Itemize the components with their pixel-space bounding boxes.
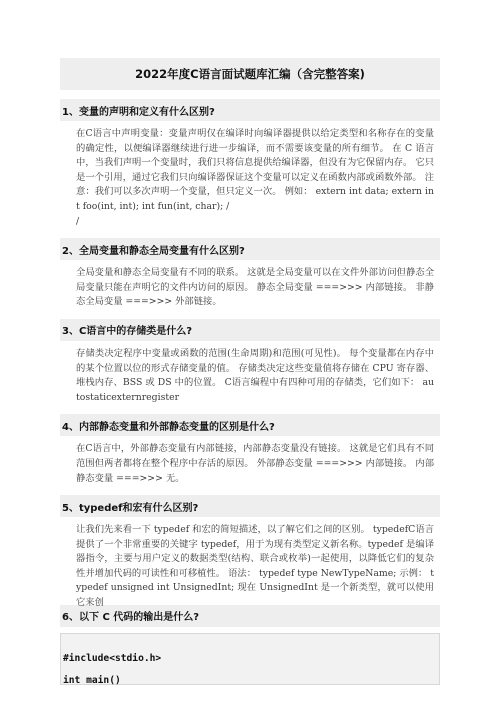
question-heading-4: 4、内部静态变量和外部静态变量的区别是什么? [60,414,440,436]
answer-text-1: 在C语言中声明变量：变量声明仅在编译时向编译器提供以给定类型和名称存在的变量的确定性，以便编译器继续进行进一步编译，而不需要该变量的所有细节。 在 C 语言中，当我们声明一个变量时，我们只将信息提供给编译器，但没有为它保留内存。 它只是一个引用，通过它我们只向编译器保证这个变量可以定义在函数内部或函数外部。 注意：我们可以多次声明一个变量，但只定义一次。 例如： extern int data; extern int foo(int, int); int fun(int, char); / / [76,128,434,227]
answer-text-5: 让我们先来看一下 typedef 和宏的简短描述，以了解它们之间的区别。 typedefC语言提供了一个非常重要的关键字 typedef，用于为现有类型定义新名称。typedef 是编译器指令，主要与用户定义的数据类型(结构、联合或枚举)一起使用，以降低它们的复杂性并增加代码的可读性和可移植性。 语法： typedef type NewTypeName; 示例： typedef unsigned int UnsignedInt; 现在 UnsignedInt 是一个新类型，就可以使用它来创 [76,524,434,609]
answer-text-2: 全局变量和静态全局变量有不同的联系。 这就是全局变量可以在文件外部访问但静态全局变量只能在声明它的文件内访问的原因。 静态全局变量 ===>>> 内部链接。 非静态全局变量 ===>>> 外部链接。 [76,267,434,308]
page-title: 2022年度C语言面试题库汇编（含完整答案) [60,58,440,90]
answer-text-4: 在C语言中，外部静态变量有内部链接，内部静态变量没有链接。 这就是它们具有不同范围但两者都将在整个程序中存活的原因。 外部静态变量 ===>>> 内部链接。 内部静态变量 ===>>> 无。 [76,443,434,484]
code-block [60,633,440,685]
code-line: #include<stdio.h> [63,652,162,664]
question-heading-1: 1、变量的声明和定义有什么区别? [60,99,440,121]
question-heading-2: 2、全局变量和静态全局变量有什么区别? [60,238,440,260]
question-heading-5: 5、typedef和宏有什么区别? [60,495,440,517]
document-page [60,58,440,685]
question-heading-6: 6、以下 C 代码的输出是什么? [60,605,440,627]
question-heading-3: 3、C语言中的存储类是什么? [60,319,440,341]
code-line: int main() [63,674,121,686]
answer-text-3: 存储类决定程序中变量或函数的范围(生命周期)和范围(可见性)。 每个变量都在内存中的某个位置以位的形式存储变量的值。 存储类决定这些变量值将存储在 CPU 寄存器、堆栈内存、BSS 或 DS 中的位置。 C语言编程中有四种可用的存储类，它们如下： autostaticexternregister [76,347,434,403]
